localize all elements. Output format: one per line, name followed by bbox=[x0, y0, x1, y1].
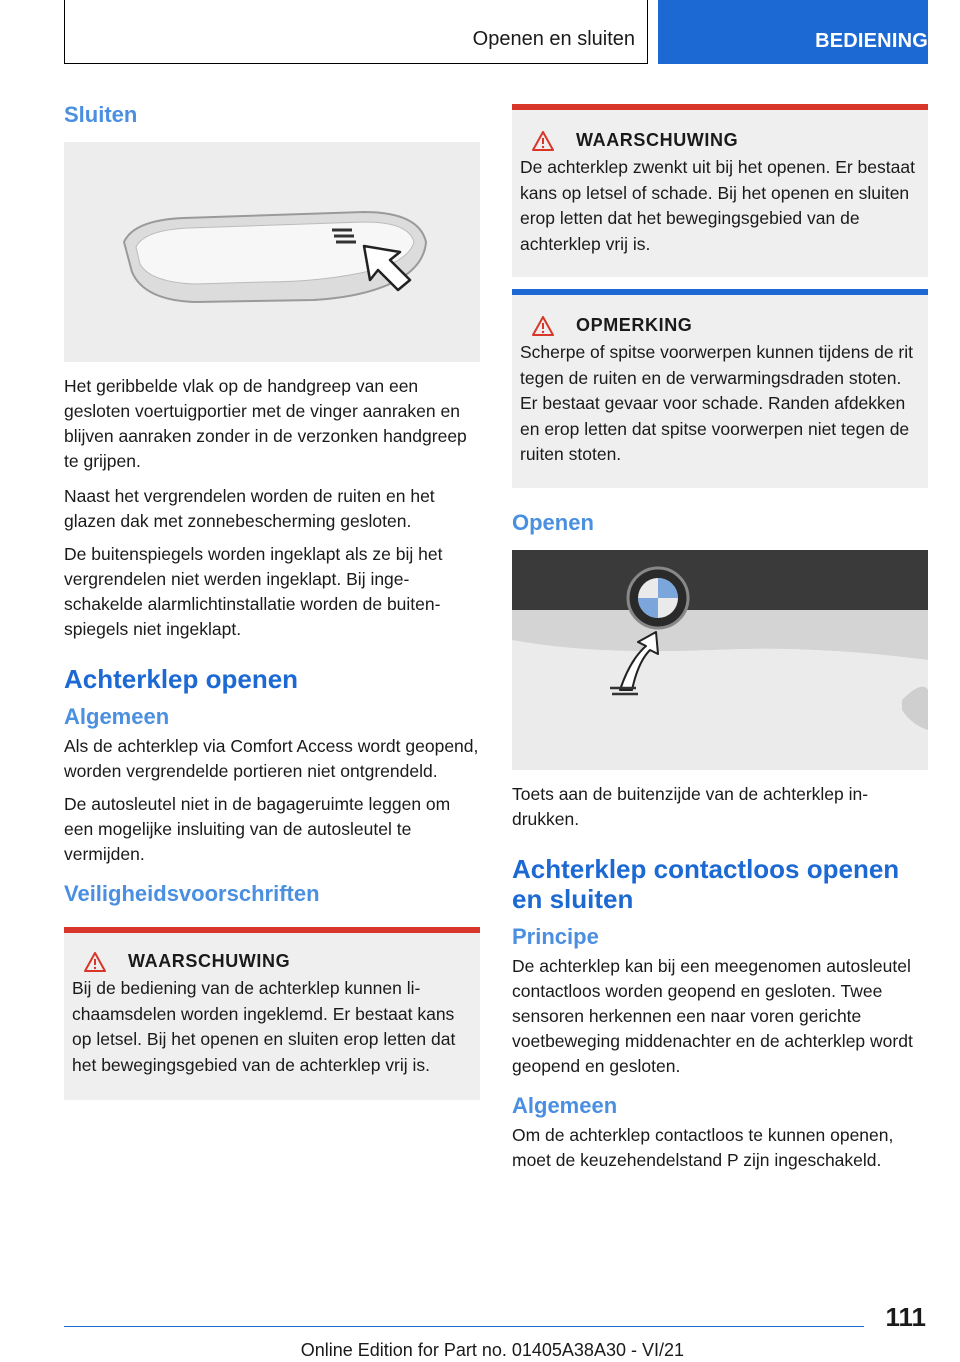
note-text: Scherpe of spitse voorwerpen kunnen tijdens de rit tegen de ruiten en de verwarmingsdraden stoten. Er bestaat gevaar voor schade. Randen afdekken en erop letten dat spitse voorwerpen niet tegen de ruiten stoten. bbox=[520, 342, 914, 464]
warning-triangle-icon bbox=[532, 316, 554, 336]
edition-footer: Online Edition for Part no. 01405A38A30 - VI/21 bbox=[300, 1340, 684, 1360]
chapter-tab bbox=[658, 0, 928, 64]
sluiten-heading: Sluiten bbox=[64, 102, 138, 127]
warning-text: Bij de bediening van de achterklep kunnen lichaamsdelen worden ingeklemd. Er bestaat kans op letsel. Bij het openen en sluiten erop letten dat het bewegingsgebied van de achterklep vrij is. bbox=[72, 978, 456, 1075]
algemeen-paragraph-3: Om de achterklep contactloos te kunnen openen, moet de keuzehendelstand P zijn ingeschakeld. bbox=[512, 1124, 894, 1170]
warning-box-2 bbox=[512, 110, 928, 277]
warning-title: WAARSCHUWING bbox=[576, 130, 739, 150]
section-title-box bbox=[64, 0, 648, 64]
principe-paragraph: De achterklep kan bij een meegenomen autosleutel contactloos worden geopend en gesloten. Twee sensoren herkennen een naar voren gerichte voetbeweging middenachter en de achterklep wordt geopend en gesloten. bbox=[512, 955, 913, 1076]
sluiten-paragraph-2: Naast het vergrendelen worden de ruiten en het glazen dak met zonnebescherming gesloten. bbox=[64, 486, 435, 531]
door-handle-illustration bbox=[64, 142, 480, 362]
algemeen-paragraph-1: Als de achterklep via Comfort Access wordt geopend, worden vergrendelde portieren niet ontgrendeld. bbox=[64, 736, 479, 781]
warning-box-1 bbox=[64, 933, 480, 1100]
contactloos-heading: Achterklep contactloos openen en sluiten bbox=[512, 853, 900, 914]
veiligheid-heading: Veiligheidsvoorschriften bbox=[64, 881, 320, 906]
algemeen-heading: Algemeen bbox=[64, 704, 170, 729]
note-box bbox=[512, 295, 928, 488]
section-title: Openen en sluiten bbox=[472, 28, 635, 50]
openen-paragraph: Toets aan de buitenzijde van de achterklep indrukken. bbox=[512, 783, 869, 829]
door-handle-image bbox=[64, 142, 480, 362]
note-title: OPMERKING bbox=[576, 315, 693, 335]
achterklep-openen-heading: Achterklep openen bbox=[64, 664, 299, 694]
page-header bbox=[64, 0, 928, 64]
warning-triangle-icon bbox=[84, 952, 106, 972]
warning-triangle-icon bbox=[532, 131, 554, 151]
right-column bbox=[512, 96, 928, 1181]
warning-title: WAARSCHUWING bbox=[128, 951, 291, 971]
principe-heading: Principe bbox=[512, 923, 599, 949]
warning-text: De achterklep zwenkt uit bij het openen. Er bestaat kans op letsel of schade. Bij het openen en sluiten erop letten dat het bewegingsgebied van de achterklep vrij is. bbox=[520, 157, 915, 254]
sluiten-paragraph-3: De buitenspiegels worden ingeklapt als ze bij het vergrendelen niet werden ingeklapt. Bij ingeschakelde alarmlichtinstallatie worden de buitenspiegels niet ingeklapt. bbox=[64, 544, 443, 639]
tailgate-illustration bbox=[512, 550, 928, 770]
left-column bbox=[64, 96, 480, 1100]
algemeen-paragraph-2: De autosleutel niet in de bagageruimte leggen om een mogelijke insluiting van de autosleutel te vermijden. bbox=[64, 794, 451, 864]
tailgate-button-image bbox=[512, 550, 928, 770]
chapter-title: BEDIENING bbox=[815, 30, 928, 52]
footer-divider bbox=[64, 1326, 864, 1327]
openen-heading: Openen bbox=[512, 509, 594, 535]
page-number: 111 bbox=[885, 1302, 926, 1332]
algemeen-heading-2: Algemeen bbox=[512, 1092, 618, 1118]
sluiten-paragraph-1: Het geribbelde vlak op de handgreep van een gesloten voertuigportier met de vinger aanraken en blijven aanraken zonder in de verzonken handgreep te grijpen. bbox=[64, 376, 467, 471]
